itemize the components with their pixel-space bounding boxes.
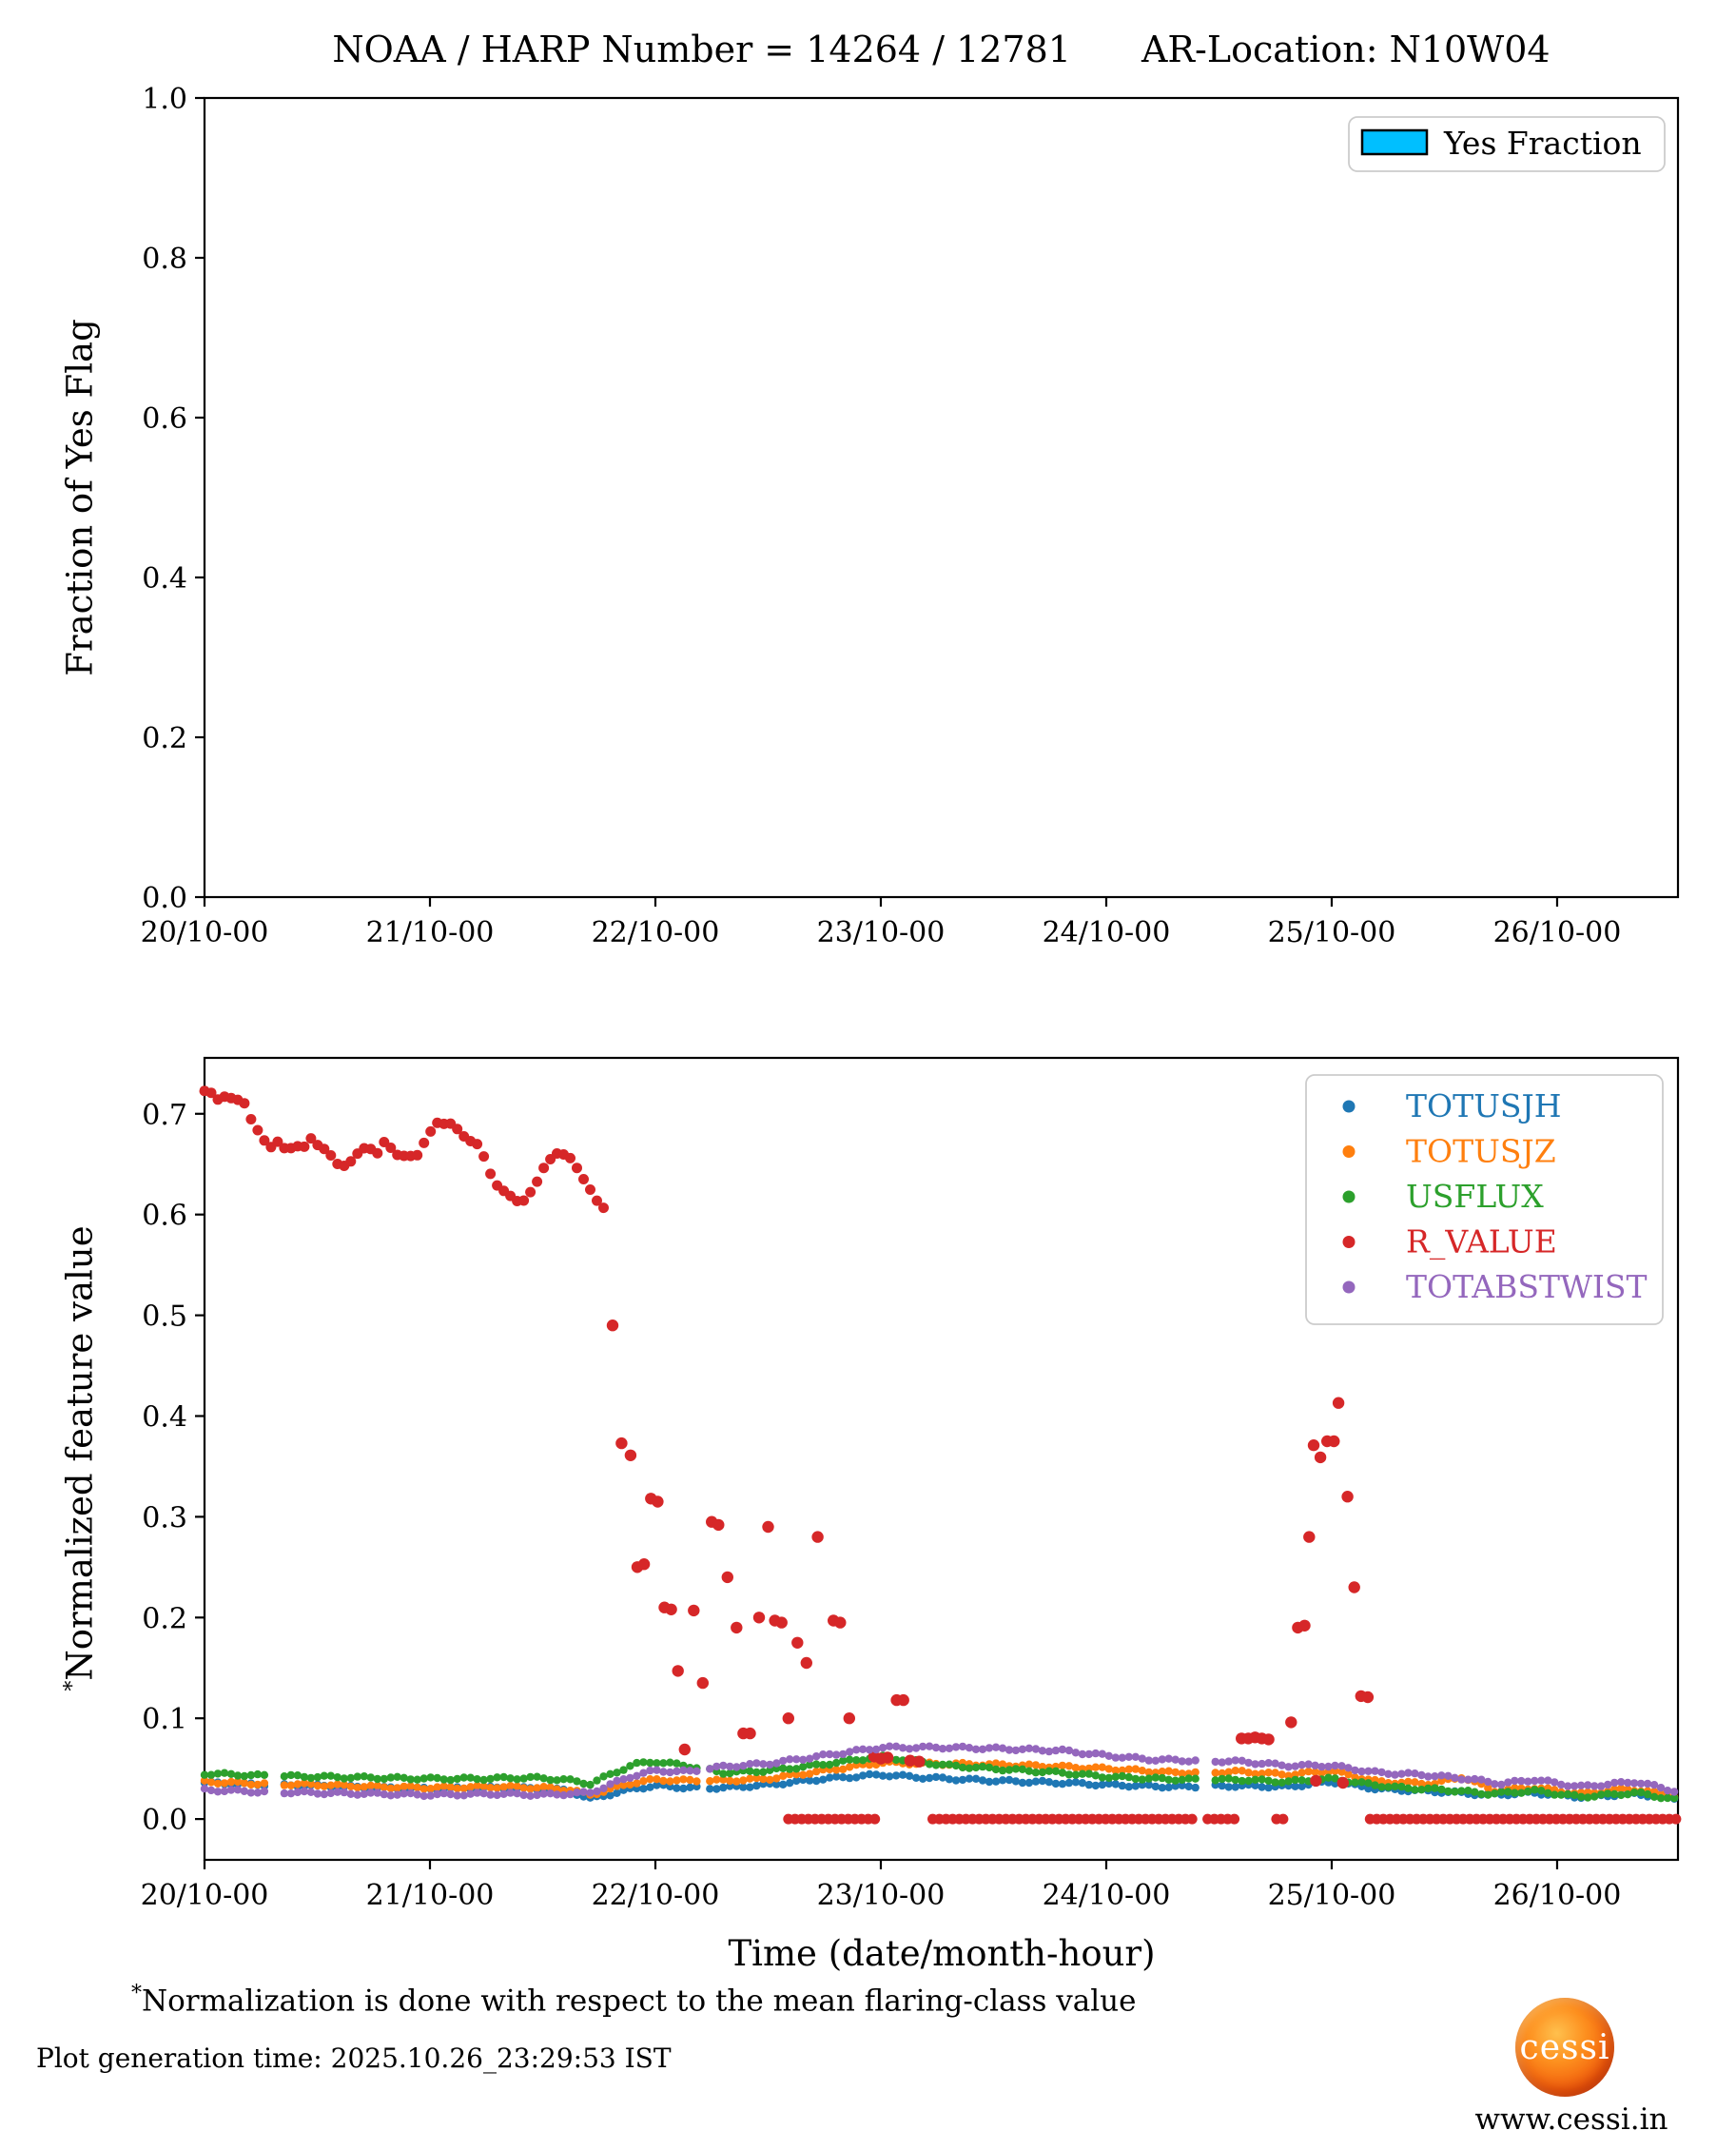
title-harp-number: NOAA / HARP Number = 14264 / 12781 bbox=[332, 29, 1071, 70]
normalized-features-chart bbox=[141, 1058, 1682, 1912]
legend-dot-totabstwist bbox=[1343, 1281, 1356, 1294]
title-ar-location: AR-Location: N10W04 bbox=[1141, 29, 1551, 70]
axes-frame bbox=[205, 98, 1678, 897]
legend-dot-usflux bbox=[1343, 1191, 1356, 1203]
series-r-value-curve-points bbox=[200, 1085, 610, 1213]
plot-generation-timestamp: Plot generation time: 2025.10.26_23:29:53 IST bbox=[36, 2042, 672, 2074]
legend-label-totusjz: TOTUSJZ bbox=[1406, 1132, 1556, 1170]
y-tick-label: 0.5 bbox=[142, 1300, 187, 1334]
top-y-axis-label: Fraction of Yes Flag bbox=[59, 319, 101, 676]
legend-label-totusjh: TOTUSJH bbox=[1406, 1087, 1562, 1124]
y-tick-label: 0.3 bbox=[142, 1501, 187, 1535]
x-tick-label: 21/10-00 bbox=[365, 1879, 495, 1912]
y-tick-label: 0.6 bbox=[142, 1199, 187, 1233]
x-tick-label: 20/10-00 bbox=[140, 916, 269, 949]
yes-fraction-chart bbox=[141, 83, 1678, 949]
x-tick-label: 22/10-00 bbox=[591, 1879, 720, 1912]
y-tick-label: 0.4 bbox=[142, 562, 187, 596]
series-r-value-scatter-points bbox=[607, 1319, 1374, 1788]
bottom-x-axis-label: Time (date/month-hour) bbox=[728, 1933, 1156, 1974]
cessi-sun-logo bbox=[1515, 1998, 1614, 2097]
x-tick-label: 22/10-00 bbox=[591, 916, 720, 949]
series-r-value-zero-points bbox=[783, 1814, 1681, 1825]
y-tick-label: 1.0 bbox=[142, 83, 187, 116]
legend-label-usflux: USFLUX bbox=[1406, 1178, 1544, 1215]
x-tick-label: 20/10-00 bbox=[140, 1879, 269, 1912]
x-tick-label: 24/10-00 bbox=[1042, 1879, 1171, 1912]
x-tick-label: 21/10-00 bbox=[365, 916, 495, 949]
y-tick-label: 0.6 bbox=[142, 402, 187, 436]
normalization-footnote: *Normalization is done with respect to the mean flaring-class value bbox=[131, 1982, 1137, 2019]
y-tick-label: 0.1 bbox=[142, 1703, 187, 1737]
y-tick-label: 0.4 bbox=[142, 1400, 187, 1435]
legend-dot-totusjz bbox=[1343, 1145, 1356, 1158]
legend-dot-r_value bbox=[1343, 1236, 1356, 1248]
x-tick-label: 23/10-00 bbox=[816, 1879, 946, 1912]
x-tick-label: 23/10-00 bbox=[816, 916, 946, 949]
legend-dot-totusjh bbox=[1343, 1101, 1356, 1113]
website-url: www.cessi.in bbox=[1474, 2102, 1668, 2137]
y-tick-label: 0.7 bbox=[142, 1098, 187, 1132]
ylabel-superscript-star: * bbox=[61, 1680, 86, 1691]
yes-fraction-legend-swatch bbox=[1362, 130, 1427, 154]
legend-label-totabstwist: TOTABSTWIST bbox=[1406, 1268, 1648, 1305]
y-tick-label: 0.2 bbox=[142, 1602, 187, 1636]
x-tick-label: 25/10-00 bbox=[1267, 916, 1396, 949]
y-tick-label: 0.0 bbox=[142, 882, 187, 915]
yes-fraction-legend-label: Yes Fraction bbox=[1444, 125, 1642, 162]
page-title bbox=[205, 29, 1678, 70]
x-tick-label: 25/10-00 bbox=[1267, 1879, 1396, 1912]
cessi-logo-text: cessi bbox=[1519, 2027, 1610, 2067]
y-tick-label: 0.0 bbox=[142, 1804, 187, 1838]
legend-label-r_value: R_VALUE bbox=[1406, 1222, 1557, 1261]
y-tick-label: 0.8 bbox=[142, 243, 187, 276]
footnote-star: * bbox=[131, 1982, 142, 2005]
bottom-y-axis-label: *Normalized feature value bbox=[59, 1225, 101, 1691]
y-tick-label: 0.2 bbox=[142, 722, 187, 755]
x-tick-label: 26/10-00 bbox=[1492, 1879, 1622, 1912]
x-tick-label: 24/10-00 bbox=[1042, 916, 1171, 949]
x-tick-label: 26/10-00 bbox=[1492, 916, 1622, 949]
